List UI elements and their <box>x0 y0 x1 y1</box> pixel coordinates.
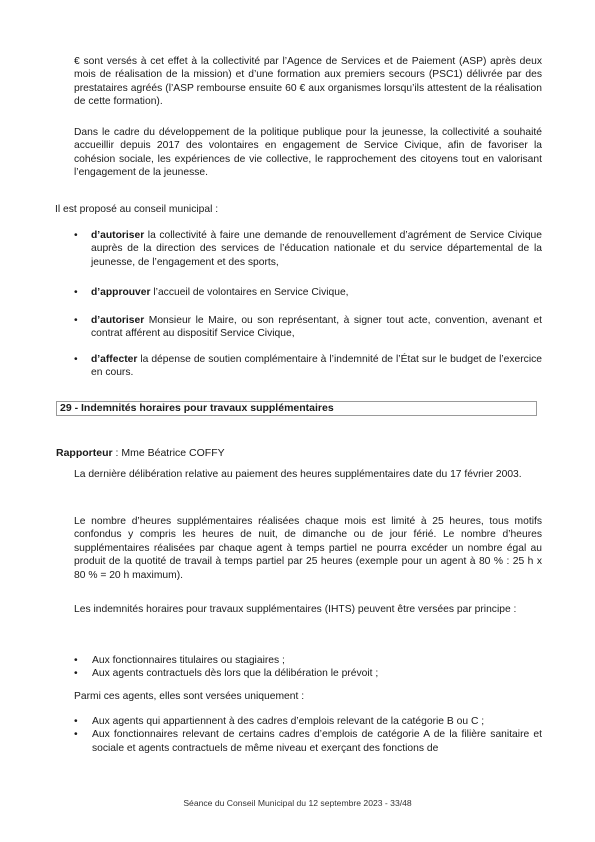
bullet-icon: • <box>74 354 78 365</box>
bullet-icon: • <box>74 729 78 741</box>
bullet-icon: • <box>74 716 78 727</box>
list-item: • Aux fonctionnaires titulaires ou stagiaires ; <box>74 655 285 666</box>
page-footer: Séance du Conseil Municipal du 12 septembre 2023 - 33/48 <box>183 798 412 808</box>
proposal-verb: d’autoriser <box>91 230 145 241</box>
proposal-item <box>74 353 542 380</box>
list-item: • Aux fonctionnaires relevant de certains cadres d’emplois de catégorie A de la filière sanitaire et sociale et agents contractuels de même niveau et exerçant des fonctions de <box>74 729 542 754</box>
section-paragraph-2: Le nombre d’heures supplémentaires réalisées chaque mois est limité à 25 heures, tous motifs confondus y compris les heures de nuit, de dimanche ou de jour férié. Le nombre d’heures supplémentaires réalisées par chaque agent à temps partiel ne pourra excéder un nombre égal au produit de la quotité de travail à temps partiel par 25 heures (exemple pour un agent à 80 % : 25 h x 80 % = 20 h maximum). <box>74 516 542 581</box>
proposal-item <box>74 229 542 269</box>
proposal-verb: d’approuver <box>91 287 151 298</box>
proposal-item <box>74 286 542 299</box>
bullet-icon: • <box>74 287 78 298</box>
proposal-text: la collectivité à faire une demande de renouvellement d’agrément de Service Civique auprès de la direction des services de l’éducation nationale et du service départemental de la jeunesse, de l’engagement et des sports, <box>91 230 542 268</box>
beneficiaries-list <box>74 654 542 681</box>
section-paragraph-4: Parmi ces agents, elles sont versées uniquement : <box>74 691 305 702</box>
proposal-item <box>74 314 542 341</box>
bullet-icon: • <box>74 315 78 326</box>
section-heading: 29 - Indemnités horaires pour travaux supplémentaires <box>56 401 537 416</box>
list-item: • Aux agents contractuels dès lors que la délibération le prévoit ; <box>74 668 379 680</box>
rapporteur-label: Rapporteur <box>56 447 113 459</box>
proposal-verb: d’affecter <box>91 354 138 365</box>
list-item: • Aux agents qui appartiennent à des cadres d’emplois relevant de la catégorie B ou C ; <box>74 716 485 727</box>
intro-paragraph-1: € sont versés à cet effet à la collectivité par l’Agence de Services et de Paiement (ASP) après deux mois de réalisation de la mission) et d’une formation aux premiers secours (PSC1) délivrée par des prestataires agréés (l’ASP rembourse ensuite 60 € aux organismes lorsqu’ils attestent de la réalisation de cette formation). <box>74 56 542 108</box>
rapporteur-name: : Mme Béatrice COFFY <box>112 447 225 459</box>
section-paragraph-1: La dernière délibération relative au paiement des heures supplémentaires date du 17 février 2003. <box>74 469 522 480</box>
proposal-lead: Il est proposé au conseil municipal : <box>55 204 219 215</box>
proposal-text: la dépense de soutien complémentaire à l’indemnité de l’État sur le budget de l’exercice en cours. <box>91 354 542 379</box>
bullet-icon: • <box>74 655 78 666</box>
proposal-text: Monsieur le Maire, ou son représentant, à signer tout acte, convention, avenant et contrat afférent au dispositif Service Civique, <box>91 315 542 340</box>
eligibility-list <box>74 715 542 755</box>
section-paragraph-3: Les indemnités horaires pour travaux supplémentaires (IHTS) peuvent être versées par principe : <box>74 604 517 615</box>
rapporteur <box>56 447 225 459</box>
bullet-icon: • <box>74 230 78 241</box>
intro-paragraph-2: Dans le cadre du développement de la politique publique pour la jeunesse, la collectivité a souhaité accueillir depuis 2017 des volontaires en engagement de Service Civique, afin de favoriser la cohésion sociale, les expériences de vie collective, le rapprochement des citoyens tout en valorisant l’engagement de la jeunesse. <box>74 127 542 179</box>
bullet-icon: • <box>74 668 78 680</box>
proposal-verb: d’autoriser <box>91 315 145 326</box>
proposal-text: l’accueil de volontaires en Service Civique, <box>150 287 349 298</box>
